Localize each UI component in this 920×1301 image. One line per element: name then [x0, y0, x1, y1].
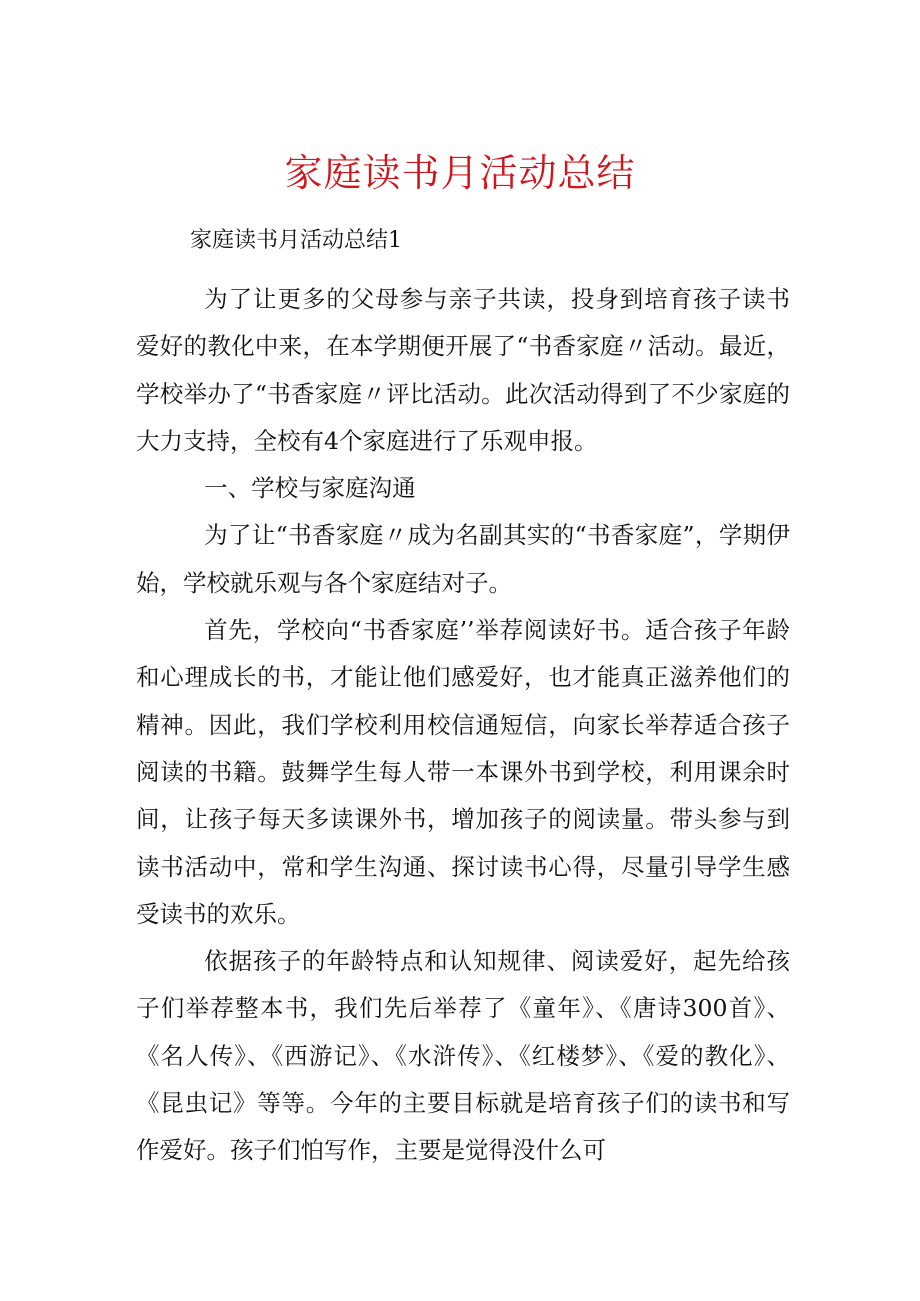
paragraph-pairing: 为了让“书香家庭〃成为名副其实的“书香家庭”，学期伊始，学校就乐观与各个家庭结对子。	[136, 521, 790, 597]
section-subtitle: 家庭读书月活动总结1	[190, 228, 402, 253]
document-title: 家庭读书月活动总结	[284, 151, 636, 195]
paragraph-recommend: 首先，学校向“书香家庭’’举荐阅读好书。适合孩子年龄和心理成长的书，才能让他们感爱好，也才能真正滋养他们的精神。因此，我们学校利用校信通短信，向家长举荐适合孩子阅读的书籍。鼓舞学生每人带一本课外书到学校，利用课余时间，让孩子每天多读课外书，增加孩子的阅读量。带头参与到读书活动中，常和学生沟通、探讨读书心得，尽量引导学生感受读书的欢乐。	[136, 616, 791, 928]
paragraph-intro: 为了让更多的父母参与亲子共读，投身到培育孩子读书爱好的教化中来，在本学期便开展了“书香家庭〃活动。最近，学校举办了“书香家庭〃评比活动。此次活动得到了不少家庭的大力支持，全校有4个家庭进行了乐观申报。	[136, 285, 790, 455]
document-body	[136, 276, 790, 1175]
section-heading: 一、学校与家庭沟通	[204, 474, 416, 503]
paragraph-booklist: 依据孩子的年龄特点和认知规律、阅读爱好，起先给孩子们举荐整本书，我们先后举荐了《童年》、《唐诗300首》、《名人传》、《西游记》、《水浒传》、《红楼梦》、《爱的教化》、《昆虫记》等等。今年的主要目标就是培育孩子们的读书和写作爱好。孩子们怕写作，主要是觉得没什么可	[136, 947, 790, 1165]
